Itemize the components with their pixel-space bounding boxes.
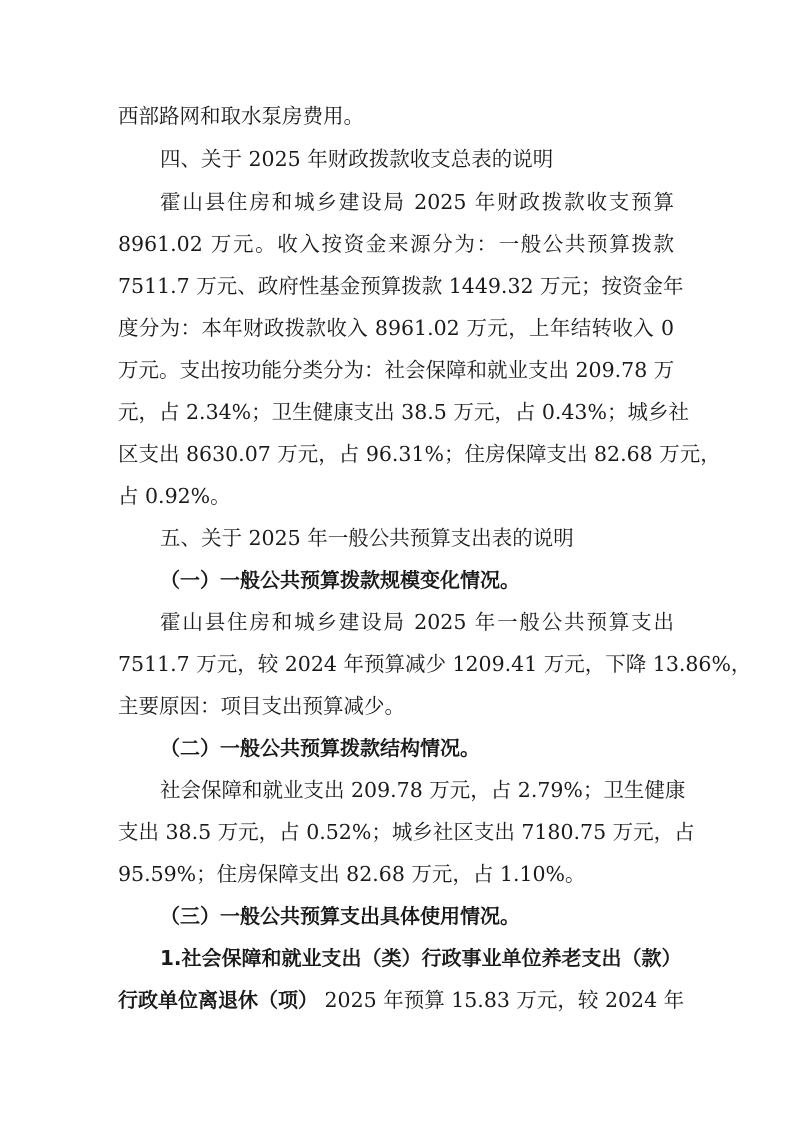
text-line: 占 0.92%。 — [118, 484, 231, 508]
text-line: 区支出 8630.07 万元，占 96.31%；住房保障支出 82.68 万元， — [118, 442, 721, 466]
text-line — [118, 986, 685, 1014]
text-line: 7511.7 万元、政府性基金预算拨款 1449.32 万元；按资金年 — [118, 274, 684, 298]
text-line: 社会保障和就业支出 209.78 万元，占 2.79%；卫生健康 — [160, 778, 686, 802]
item-title-cont: 行政单位离退休（项） — [118, 988, 318, 1012]
section-heading-4: 四、关于 2025 年财政拨款收支总表的说明 — [160, 147, 554, 171]
subheading-1: （一）一般公共预算拨款规模变化情况。 — [160, 568, 520, 592]
section-heading-5: 五、关于 2025 年一般公共预算支出表的说明 — [160, 526, 574, 550]
text-line: 95.59%；住房保障支出 82.68 万元，占 1.10%。 — [118, 862, 586, 886]
text-line: 主要原因：项目支出预算减少。 — [118, 694, 405, 718]
subheading-3: （三）一般公共预算支出具体使用情况。 — [160, 904, 520, 928]
text-line: 元，占 2.34%；卫生健康支出 38.5 万元，占 0.43%；城乡社 — [118, 400, 689, 424]
text-line: 7511.7 万元，较 2024 年预算减少 1209.41 万元，下降 13.86%， — [118, 652, 752, 676]
text-span: 2025 年预算 15.83 万元，较 2024 年 — [318, 988, 685, 1012]
text-line: 度分为：本年财政拨款收入 8961.02 万元，上年结转收入 0 — [118, 316, 674, 340]
text-line: 霍山县住房和城乡建设局 2025 年一般公共预算支出 — [160, 610, 674, 634]
text-line: 8961.02 万元。收入按资金来源分为：一般公共预算拨款 — [118, 232, 674, 256]
text-line: 西部路网和取水泵房费用。 — [118, 104, 364, 128]
text-line: 支出 38.5 万元，占 0.52%；城乡社区支出 7180.75 万元，占 — [118, 820, 695, 844]
text-line: 万元。支出按功能分类分为：社会保障和就业支出 209.78 万 — [118, 358, 675, 382]
text-line: 霍山县住房和城乡建设局 2025 年财政拨款收支预算 — [160, 190, 674, 214]
item-title: 1.社会保障和就业支出（类）行政事业单位养老支出（款） — [160, 946, 682, 970]
subheading-2: （二）一般公共预算拨款结构情况。 — [160, 736, 480, 760]
